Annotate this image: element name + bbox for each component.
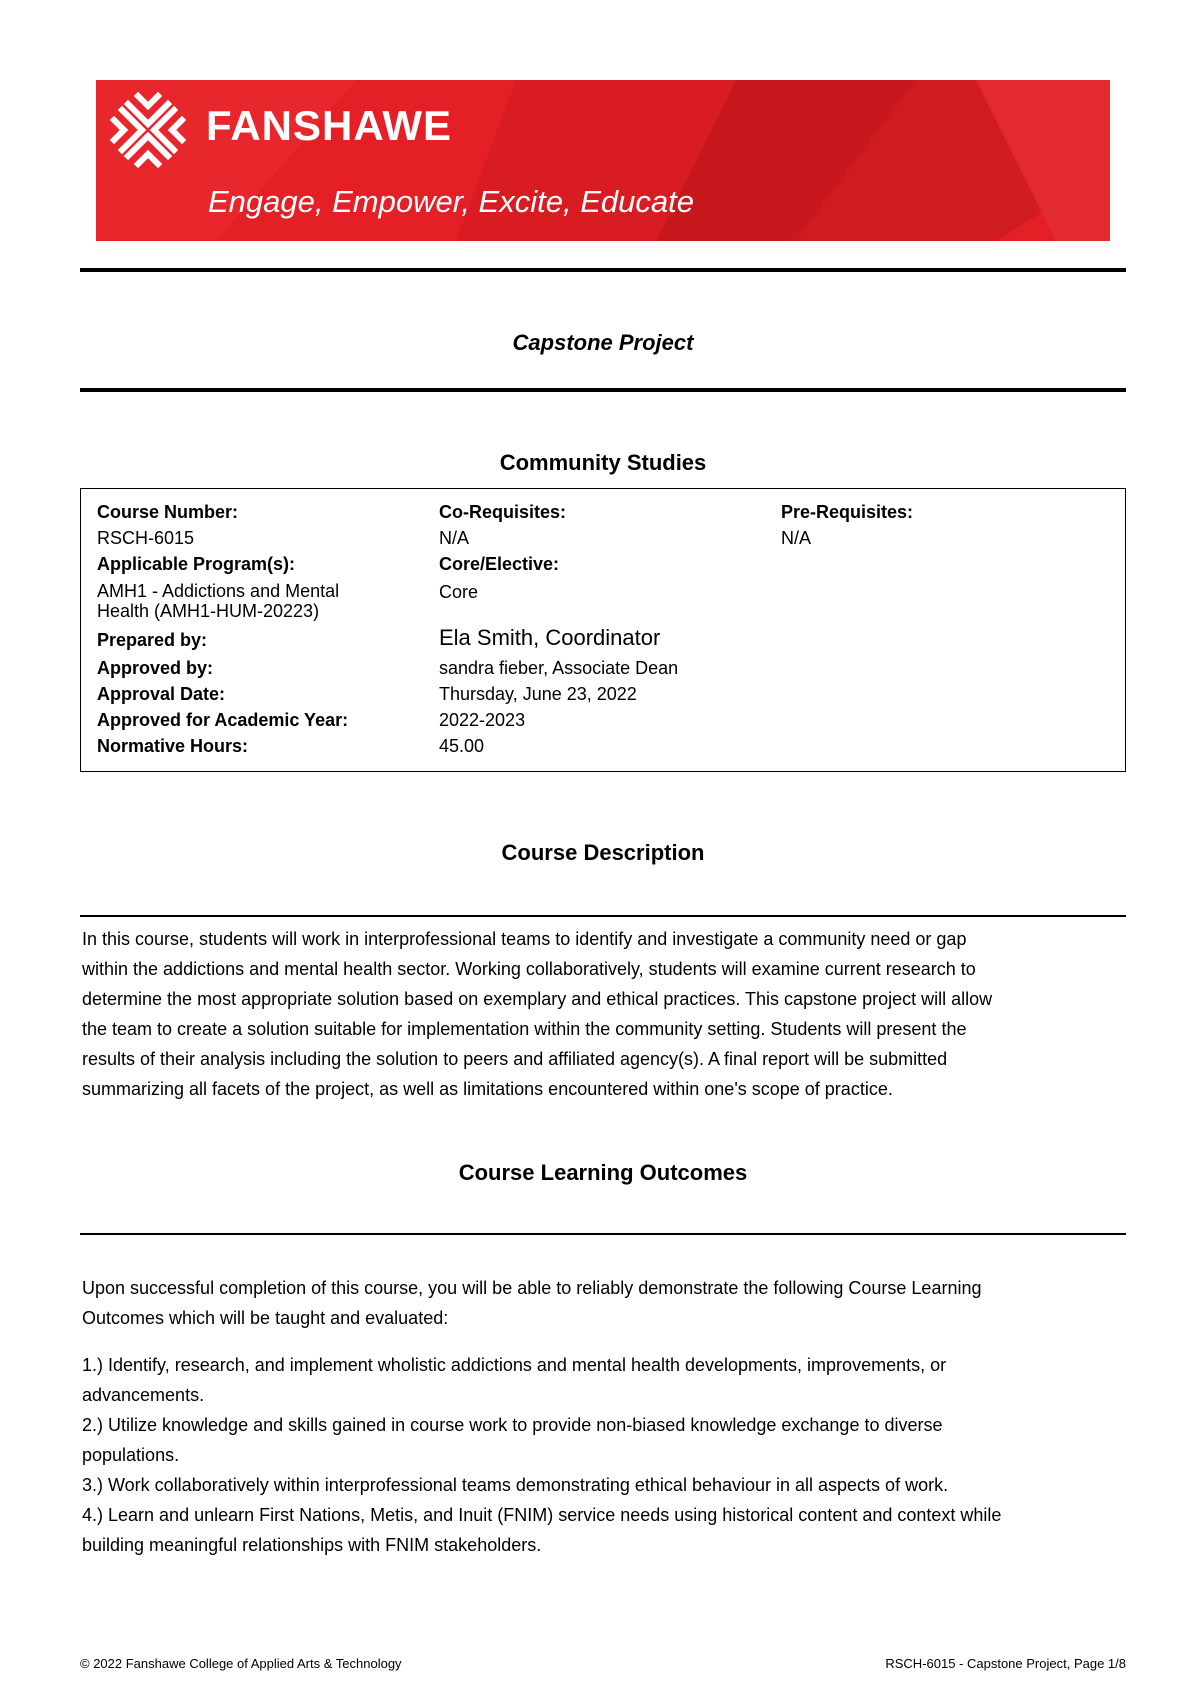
outcome-line: advancements. xyxy=(82,1385,205,1405)
description-line: summarizing all facets of the project, as well as limitations encountered within one's scope of practice. xyxy=(82,1079,893,1099)
description-line: the team to create a solution suitable for implementation within the community setting. Students will present the xyxy=(82,1019,967,1039)
approval-date-value: Thursday, June 23, 2022 xyxy=(439,684,637,704)
document-title: Capstone Project xyxy=(512,330,694,355)
intro-line: Upon successful completion of this course, you will be able to reliably demonstrate the following Course Learning xyxy=(82,1278,982,1298)
outcome-line: building meaningful relationships with FNIM stakeholders. xyxy=(82,1535,542,1555)
course-description-heading: Course Description xyxy=(501,840,705,865)
approval-date-label: Approval Date: xyxy=(97,684,226,704)
description-line: determine the most appropriate solution based on exemplary and ethical practices. This capstone project will allow xyxy=(82,989,993,1009)
divider xyxy=(80,1233,1126,1235)
learning-outcomes-list xyxy=(82,1350,1126,1560)
department-heading: Community Studies xyxy=(499,450,707,475)
course-info-box xyxy=(80,488,1126,772)
prepared-by-value: Ela Smith, Coordinator xyxy=(439,625,661,650)
outcome-line: 1.) Identify, research, and implement wholistic addictions and mental health developments, improvements, or xyxy=(82,1355,947,1375)
description-line: within the addictions and mental health sector. Working collaboratively, students will examine current research to xyxy=(82,959,976,979)
co-requisites-value: N/A xyxy=(439,528,470,548)
course-number-value: RSCH-6015 xyxy=(97,528,195,548)
divider xyxy=(80,268,1126,272)
normative-hours-label: Normative Hours: xyxy=(97,736,249,756)
divider xyxy=(80,388,1126,392)
course-description-text xyxy=(82,924,1126,1104)
pre-requisites-label: Pre-Requisites: xyxy=(781,502,914,522)
learning-outcomes-intro xyxy=(82,1273,1126,1333)
description-line: In this course, students will work in interprofessional teams to identify and investigate a community need or gap xyxy=(82,929,967,949)
footer-page-info: RSCH-6015 - Capstone Project, Page 1/8 xyxy=(885,1656,1126,1671)
learning-outcomes-heading: Course Learning Outcomes xyxy=(458,1160,748,1185)
prepared-by-label: Prepared by: xyxy=(97,630,208,650)
course-number-label: Course Number: xyxy=(97,502,239,522)
applicable-programs-line: AMH1 - Addictions and Mental xyxy=(97,581,340,601)
core-elective-label: Core/Elective: xyxy=(439,554,560,574)
footer-copyright: © 2022 Fanshawe College of Applied Arts & Technology xyxy=(80,1656,402,1671)
normative-hours-value: 45.00 xyxy=(439,736,485,756)
divider xyxy=(80,915,1126,917)
applicable-programs-label: Applicable Program(s): xyxy=(97,554,296,574)
approved-by-label: Approved by: xyxy=(97,658,214,678)
outcome-line: 4.) Learn and unlearn First Nations, Metis, and Inuit (FNIM) service needs using historical content and context while xyxy=(82,1505,1002,1525)
outcome-line: 2.) Utilize knowledge and skills gained in course work to provide non-biased knowledge exchange to diverse xyxy=(82,1415,943,1435)
outcome-line: 3.) Work collaboratively within interprofessional teams demonstrating ethical behaviour in all aspects of work. xyxy=(82,1475,949,1495)
intro-line: Outcomes which will be taught and evaluated: xyxy=(82,1308,449,1328)
description-line: results of their analysis including the solution to peers and affiliated agency(s). A final report will be submitted xyxy=(82,1049,948,1069)
approved-by-value: sandra fieber, Associate Dean xyxy=(439,658,679,678)
academic-year-value: 2022-2023 xyxy=(439,710,526,730)
fanshawe-snowflake-logo-icon xyxy=(108,90,188,170)
core-elective-value: Core xyxy=(439,582,479,602)
pre-requisites-value: N/A xyxy=(781,528,812,548)
applicable-programs-line: Health (AMH1-HUM-20223) xyxy=(97,601,320,621)
brand-name: FANSHAWE xyxy=(206,102,453,149)
co-requisites-label: Co-Requisites: xyxy=(439,502,567,522)
academic-year-label: Approved for Academic Year: xyxy=(97,710,349,730)
outcome-line: populations. xyxy=(82,1445,180,1465)
header-banner xyxy=(96,80,1110,241)
tagline: Engage, Empower, Excite, Educate xyxy=(208,184,694,219)
applicable-programs-value xyxy=(97,581,339,621)
